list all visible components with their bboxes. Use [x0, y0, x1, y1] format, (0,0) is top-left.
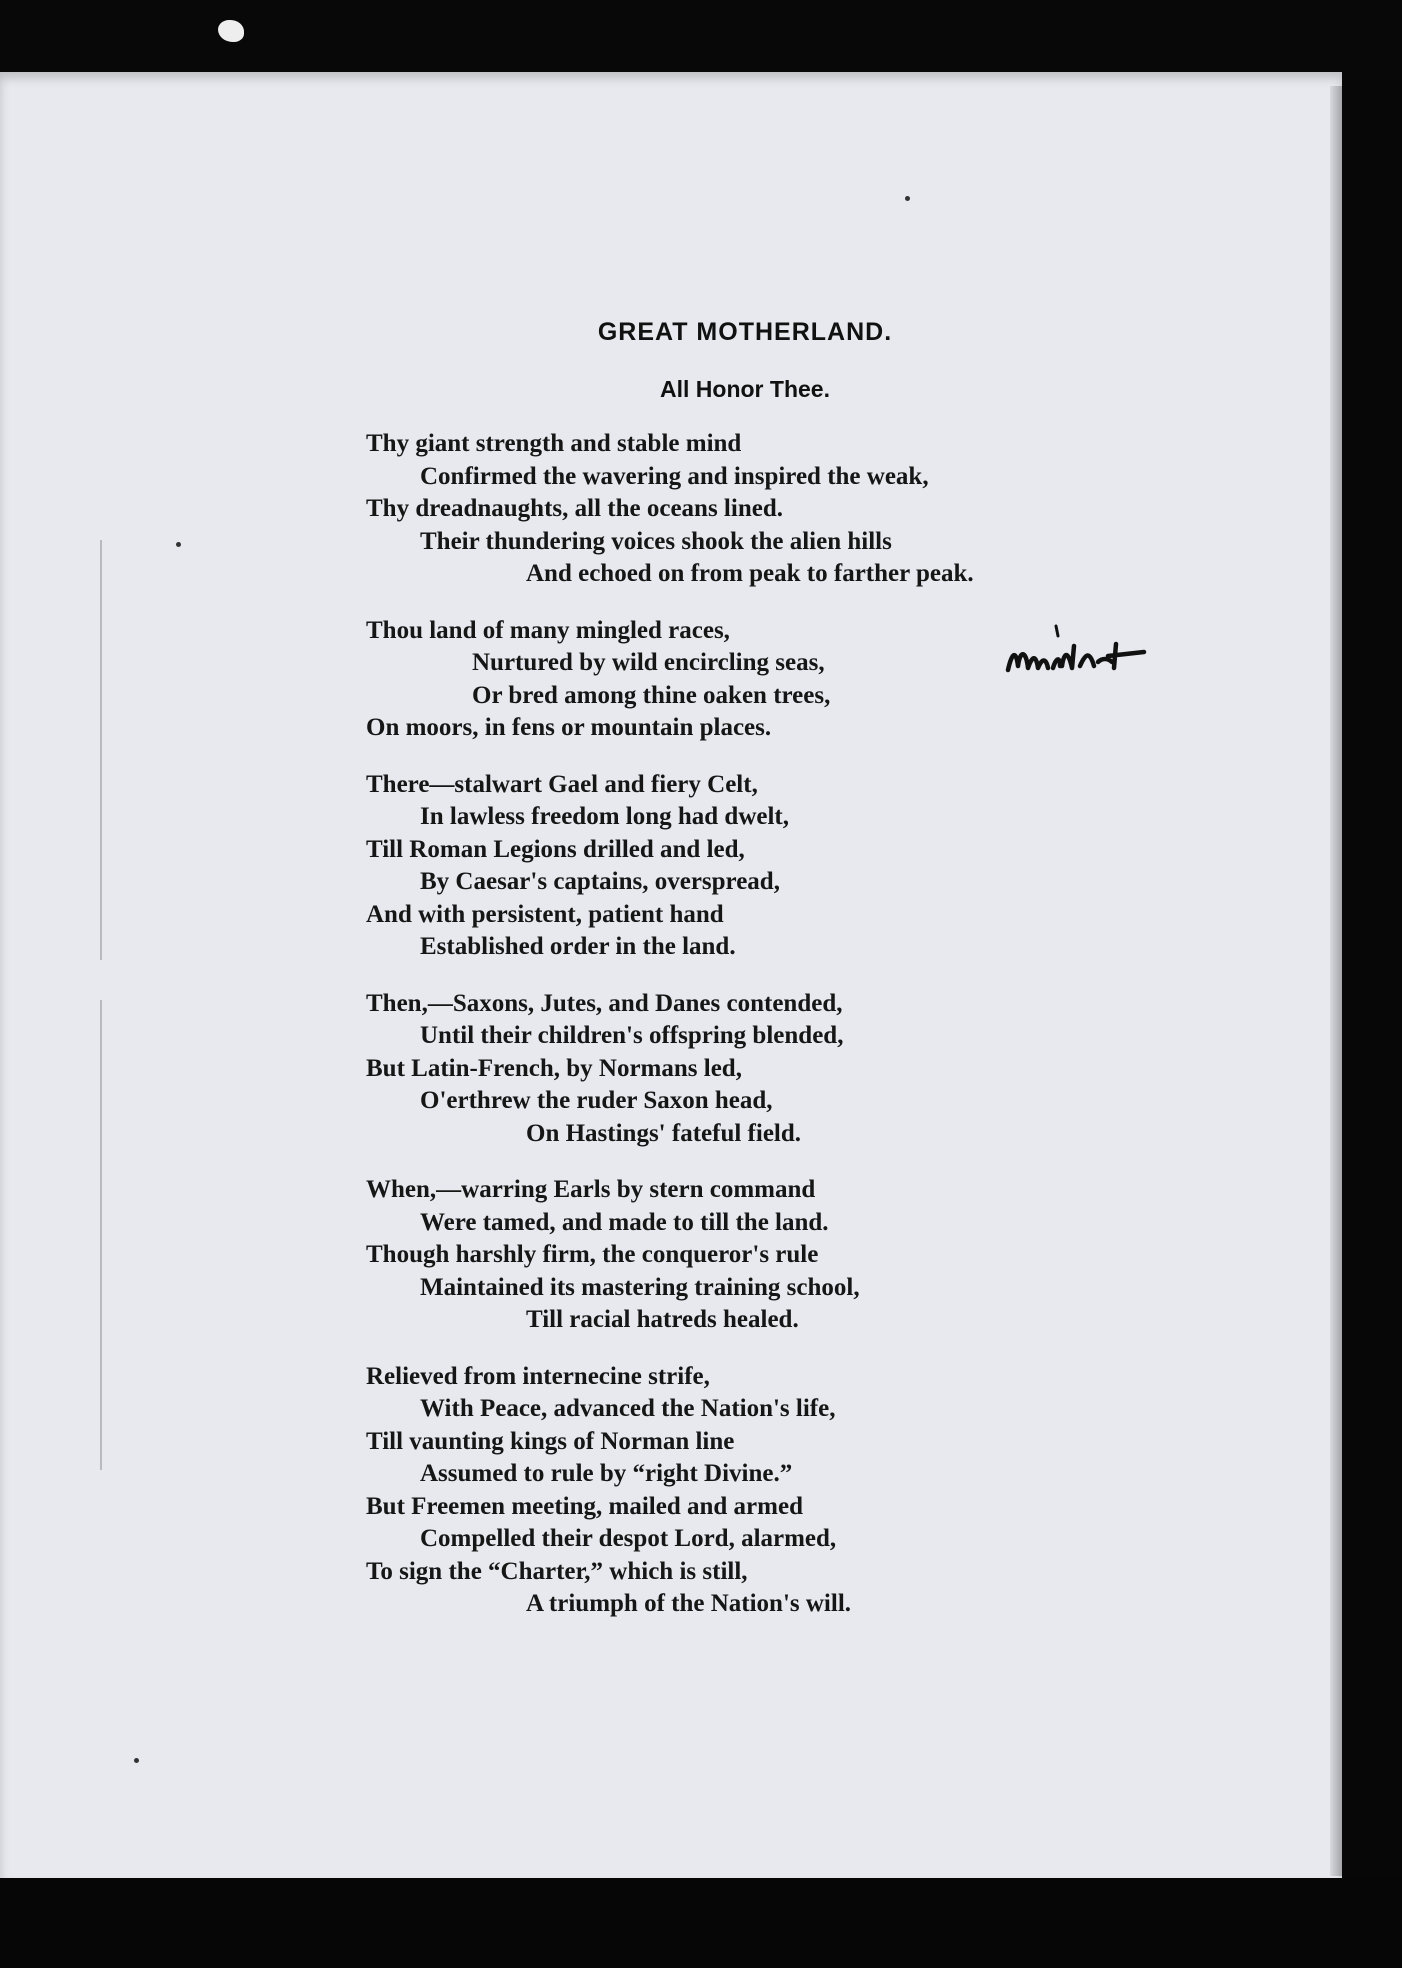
- poem-line: Though harshly firm, the conqueror's rule: [366, 1241, 819, 1268]
- poem-line: With Peace, advanced the Nation's life,: [420, 1395, 836, 1422]
- poem-line: Till racial hatreds healed.: [526, 1306, 799, 1333]
- poem-line: Then,—Saxons, Jutes, and Danes contended,: [366, 989, 843, 1017]
- scan-speck: [134, 1758, 139, 1763]
- page-title: GREAT MOTHERLAND.: [597, 318, 893, 346]
- poem-line: Thou land of many mingled races,: [366, 616, 730, 644]
- poem-line: On Hastings' fateful field.: [526, 1119, 802, 1147]
- stanza: [366, 428, 1166, 591]
- page-subtitle: All Honor Thee.: [660, 376, 830, 402]
- poem-line: Nurtured by wild encircling seas,: [472, 649, 825, 676]
- scan-artifact: [218, 20, 244, 42]
- scan-border-top: [0, 0, 1402, 80]
- poem-line: Established order in the land.: [420, 933, 736, 960]
- binding-mark: [100, 1000, 102, 1470]
- scan-border-right: [1342, 80, 1402, 1880]
- poem-line: Till vaunting kings of Norman line: [366, 1427, 735, 1455]
- poem-line: O'erthrew the ruder Saxon head,: [420, 1087, 773, 1114]
- poem-line: In lawless freedom long had dwelt,: [420, 803, 790, 830]
- scan-speck: [905, 196, 910, 201]
- stanza: [366, 769, 1166, 964]
- poem-line: Till Roman Legions drilled and led,: [366, 835, 745, 863]
- poem-line: Maintained its mastering training school,: [420, 1273, 860, 1301]
- poem-line: Until their children's offspring blended,: [420, 1022, 844, 1049]
- poem-line: Thy dreadnaughts, all the oceans lined.: [366, 495, 783, 522]
- binding-mark: [100, 540, 102, 960]
- poem-line: When,—warring Earls by stern command: [366, 1176, 816, 1203]
- stanza: [366, 1361, 1166, 1621]
- poem-line: But Latin-French, by Normans led,: [366, 1054, 742, 1082]
- poem-body: [366, 428, 1166, 1645]
- poem-line: Confirmed the wavering and inspired the weak,: [420, 462, 929, 490]
- poem-line: A triumph of the Nation's will.: [526, 1590, 852, 1617]
- handwritten-annotation: [998, 622, 1148, 692]
- poem-line: There—stalwart Gael and fiery Celt,: [366, 770, 758, 798]
- stanza: [366, 988, 1166, 1151]
- poem-line: Their thundering voices shook the alien hills: [420, 527, 892, 555]
- stanza: [366, 1174, 1166, 1337]
- poem-line: Were tamed, and made to till the land.: [420, 1208, 829, 1236]
- scan-speck: [176, 542, 181, 547]
- scan-border-bottom: [0, 1878, 1402, 1968]
- poem-line: On moors, in fens or mountain places.: [366, 714, 772, 741]
- poem-line: Or bred among thine oaken trees,: [472, 681, 831, 709]
- poem-line: Thy giant strength and stable mind: [366, 430, 742, 457]
- poem-line: By Caesar's captains, overspread,: [420, 868, 780, 895]
- poem-line: And echoed on from peak to farther peak.: [526, 560, 974, 587]
- poem-line: To sign the “Charter,” which is still,: [366, 1557, 748, 1585]
- poem-line: But Freemen meeting, mailed and armed: [366, 1492, 803, 1520]
- poem-line: And with persistent, patient hand: [366, 900, 724, 928]
- poem-line: Assumed to rule by “right Divine.”: [420, 1460, 793, 1487]
- poem-line: Compelled their despot Lord, alarmed,: [420, 1525, 837, 1552]
- poem-line: Relieved from internecine strife,: [366, 1362, 710, 1390]
